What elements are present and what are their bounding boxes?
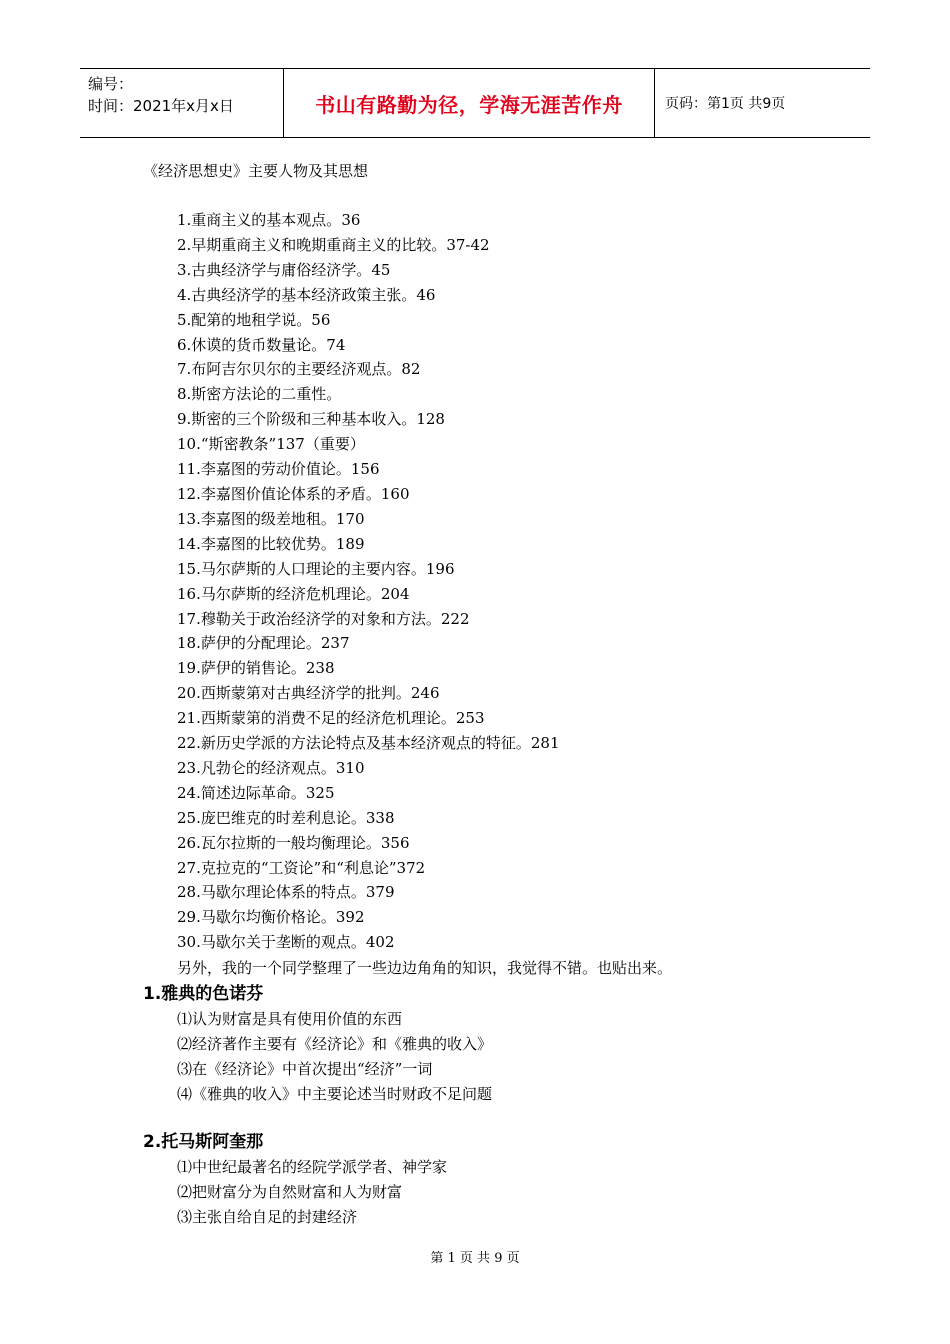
footer-page-number: 第 1 页 共 9 页 xyxy=(430,1251,520,1266)
list-item: 7.布阿吉尔贝尔的主要经济观点。82 xyxy=(177,360,421,379)
list-item: ⑷《雅典的收入》中主要论述当时财政不足问题 xyxy=(177,1085,493,1103)
list-item: 14.李嘉图的比较优势。189 xyxy=(177,534,365,553)
list-item: 23.凡勃仑的经济观点。310 xyxy=(177,758,365,777)
document-title: 《经济思想史》主要人物及其思想 xyxy=(143,162,369,180)
list-item: 3.古典经济学与庸俗经济学。45 xyxy=(177,260,391,279)
section-heading: 1.雅典的色诺芬 xyxy=(143,984,264,1004)
list-item: 12.李嘉图价值论体系的矛盾。160 xyxy=(177,484,410,503)
list-item: 2.早期重商主义和晚期重商主义的比较。37-42 xyxy=(177,235,490,254)
list-item: 1.重商主义的基本观点。36 xyxy=(177,211,361,229)
header-page-cell xyxy=(655,69,870,137)
list-item: 8.斯密方法论的二重性。 xyxy=(177,385,342,404)
list-item: ⑴认为财富是具有使用价值的东西 xyxy=(177,1010,403,1028)
list-item: 21.西斯蒙第的消费不足的经济危机理论。253 xyxy=(177,709,485,728)
list-item: 13.李嘉图的级差地租。170 xyxy=(177,509,365,528)
list-item: ⑶在《经济论》中首次提出“经济”一词 xyxy=(177,1060,433,1078)
list-item: 10.“斯密教条”137（重要） xyxy=(177,435,365,454)
topic-list xyxy=(177,208,560,955)
list-item: 30.马歇尔关于垄断的观点。402 xyxy=(177,933,395,952)
list-item: 16.马尔萨斯的经济危机理论。204 xyxy=(177,584,410,603)
note-paragraph: 另外，我的一个同学整理了一些边边角角的知识，我觉得不错。也贴出来。 xyxy=(177,959,673,977)
list-item: ⑵经济著作主要有《经济论》和《雅典的收入》 xyxy=(177,1035,493,1053)
section-points xyxy=(143,1155,447,1230)
list-item: 19.萨伊的销售论。238 xyxy=(177,659,335,678)
list-item: 11.李嘉图的劳动价值论。156 xyxy=(177,460,380,479)
list-item: 6.休谟的货币数量论。74 xyxy=(177,335,346,354)
header-meta xyxy=(80,69,283,137)
list-item: ⑵把财富分为自然财富和人为财富 xyxy=(177,1183,403,1201)
list-item: 17.穆勒关于政治经济学的对象和方法。222 xyxy=(177,609,470,628)
section-aquinas xyxy=(143,1129,447,1230)
list-item: 20.西斯蒙第对古典经济学的批判。246 xyxy=(177,684,440,703)
list-item: 26.瓦尔拉斯的一般均衡理论。356 xyxy=(177,833,410,852)
list-item: 15.马尔萨斯的人口理论的主要内容。196 xyxy=(177,559,455,578)
page-label: 页码：第1页 共9页 xyxy=(665,96,786,112)
list-item: 22.新历史学派的方法论特点及基本经济观点的特征。281 xyxy=(177,734,560,753)
section-points xyxy=(143,1007,492,1107)
motto: 书山有路勤为径，学海无涯苦作舟 xyxy=(315,92,623,117)
date-label: 时间：2021年x月x日 xyxy=(88,97,234,115)
page-header xyxy=(80,68,870,138)
page-footer xyxy=(0,1247,950,1266)
list-item: 24.简述边际革命。325 xyxy=(177,783,335,802)
list-item: 29.马歇尔均衡价格论。392 xyxy=(177,908,365,927)
list-item: 5.配第的地租学说。56 xyxy=(177,310,331,329)
list-item: 27.克拉克的“工资论”和“利息论”372 xyxy=(177,858,426,877)
section-xenophon xyxy=(143,981,492,1107)
number-label: 编号： xyxy=(88,75,134,93)
list-item: ⑶主张自给自足的封建经济 xyxy=(177,1208,358,1226)
list-item: 4.古典经济学的基本经济政策主张。46 xyxy=(177,285,436,304)
list-item: 9.斯密的三个阶级和三种基本收入。128 xyxy=(177,410,445,429)
list-item: 28.马歇尔理论体系的特点。379 xyxy=(177,883,395,902)
list-item: 18.萨伊的分配理论。237 xyxy=(177,634,350,653)
header-motto-cell xyxy=(283,69,655,137)
list-item: ⑴中世纪最著名的经院学派学者、神学家 xyxy=(177,1158,448,1176)
list-item: 25.庞巴维克的时差利息论。338 xyxy=(177,808,395,827)
section-heading: 2.托马斯阿奎那 xyxy=(143,1132,264,1152)
